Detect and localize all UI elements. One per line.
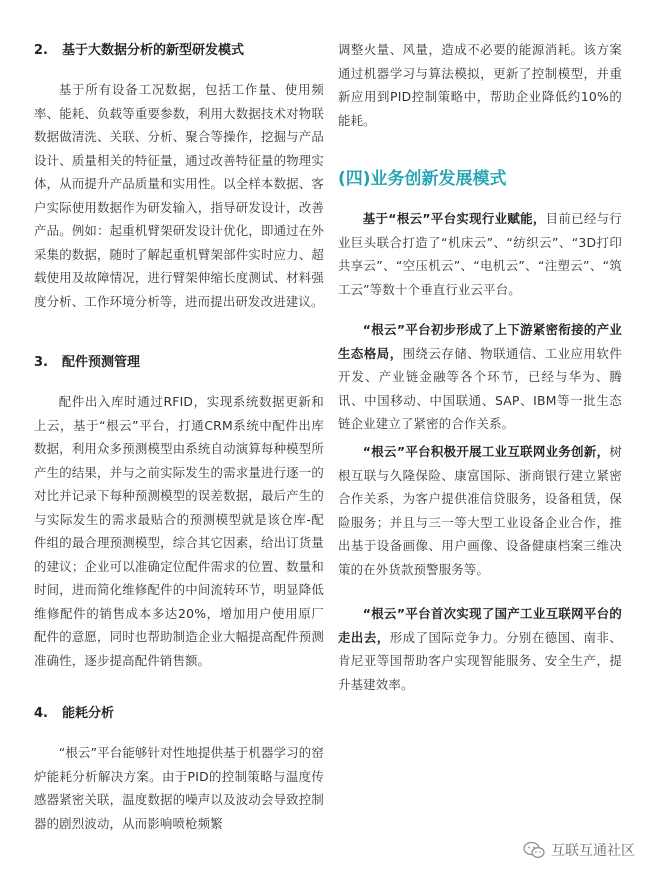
section-3-heading xyxy=(34,351,324,370)
section-3-number: 3. xyxy=(34,355,48,370)
watermark xyxy=(523,840,635,860)
paragraph-4-text: 形成了国际竞争力。分别在德国、南非、肯尼亚等国帮助客户实现智能服务、安全生产，提升基建效率。 xyxy=(338,629,622,692)
section-4-heading xyxy=(34,702,324,721)
paragraph-industry-empowerment xyxy=(338,207,622,301)
paragraph-2-text: 围绕云存储、物联通信、工业应用软件开发、产业链金融等各个环节，已经与华为、腾讯、中国移动、中国联通、SAP、IBM等一批生态链企业建立了紧密的合作关系。 xyxy=(338,345,622,431)
paragraph-business-innovation xyxy=(338,440,622,581)
paragraph-4-lead: “根云”平台首次实现了国产工业互联网平台的走出去， xyxy=(338,606,622,645)
paragraph-2-lead: “根云”平台初步形成了上下游紧密衔接的产业生态格局， xyxy=(338,322,622,361)
wechat-icon xyxy=(523,841,545,859)
paragraph-3-text: 树根互联与久隆保险、康富国际、浙商银行建立紧密合作关系，为客户提供准信贷服务，设备租赁，保险服务；并且与三一等大型工业设备企业合作，推出基于设备画像、用户画像、设备健康档案三维决策的在外货款预警服务等。 xyxy=(338,444,622,577)
watermark-text: 互联互通社区 xyxy=(551,843,635,859)
paragraph-ecosystem xyxy=(338,318,622,436)
paragraph-going-global xyxy=(338,602,622,696)
section-4-title: 能耗分析 xyxy=(62,706,115,721)
section-4-body: “根云”平台能够针对性地提供基于机器学习的窑炉能耗分析解决方案。由于PID的控制策略与温度传感器紧密关联，温度数据的噪声以及波动会导致控制器的剧烈波动，从而影响喷枪频繁 xyxy=(34,745,324,831)
paragraph-3-lead: “根云”平台积极开展工业互联网业务创新， xyxy=(362,444,610,459)
continued-paragraph: 调整火量、风量，造成不必要的能源消耗。该方案通过机器学习与算法模拟，更新了控制模型，并重新应用到PID控制策略中，帮助企业降低约10%的能耗。 xyxy=(338,42,622,128)
section-3-title: 配件预测管理 xyxy=(62,355,141,370)
section-3-body: 配件出入库时通过RFID，实现系统数据更新和上云，基于“根云”平台，打通CRM系统中配件出库数据，利用众多预测模型由系统自动演算每种模型所产生的结果，并与之前实际发生的需求量进行逐一的对比并记录下每种预测模型的误差数据，最后产生的与实际发生的需求最贴合的预测模型就是该仓库-配件组的最合理预测模型，综合其它因素，给出订货量的建议；企业可以准确定位配件需求的位置、数量和时间，进而简化维修配件的中间流转环节，明显降低维修配件的销售成本多达20%，增加用户使用原厂配件的意愿，同时也帮助制造企业大幅提高配件预测准确性，逐步提高配件销售额。 xyxy=(34,394,324,668)
section-2-heading xyxy=(34,39,324,58)
section-4-number: 4. xyxy=(34,706,48,721)
section-2-title: 基于大数据分析的新型研发模式 xyxy=(62,43,245,58)
section-2-body: 基于所有设备工况数据，包括工作量、使用频率、能耗、负载等重要参数，利用大数据技术对物联数据做清洗、关联、分析、聚合等操作，挖掘与产品设计、质量相关的特征量，通过改善特征量的物理实体，从而提升产品质量和实用性。以全样本数据、客户实际使用数据作为研发输入，指导研发设计，改善产品。例如：起重机臂架研发设计优化，即通过在外采集的数据，随时了解起重机臂架部件实时应力、超载使用及故障情况，进行臂架伸缩长度测试、材料强度分析、工作环境分析等，进而提出研发改进建议。 xyxy=(34,82,324,309)
paragraph-1-text: 目前已经与行业巨头联合打造了“机床云”、“纺织云”、“3D打印共享云”、“空压机云”、“电机云”、“注塑云”、“筑工云”等数十个垂直行业云平台。 xyxy=(338,211,622,297)
section-4-main-heading: (四)业务创新发展模式 xyxy=(338,169,507,189)
section-2-number: 2. xyxy=(34,43,48,58)
paragraph-1-lead: 基于“根云”平台实现行业赋能， xyxy=(362,211,546,226)
